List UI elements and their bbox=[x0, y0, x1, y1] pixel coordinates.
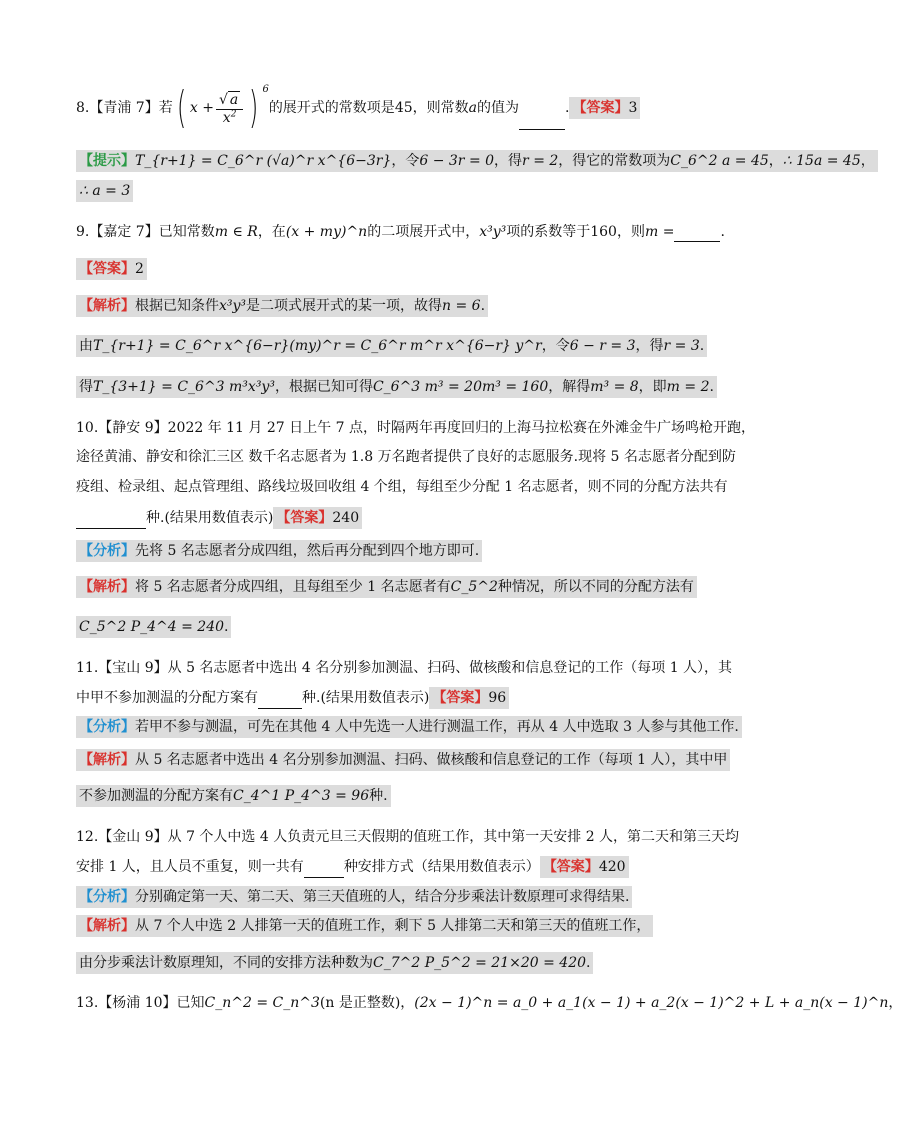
q11-answer-tag: 【答案】 bbox=[432, 690, 489, 706]
q10-an-c: C_5^2 bbox=[450, 579, 498, 595]
q8-end: . bbox=[565, 100, 570, 116]
q9-a3-eq4: m = 2 bbox=[666, 379, 710, 395]
q10-analysis-line2 bbox=[76, 616, 231, 638]
q11-text-line2a: 中甲不参加测温的分配方案有 bbox=[76, 690, 258, 706]
q12-analysis-line2 bbox=[76, 952, 593, 974]
q8-hint-eq4: ∴ 15a = 45 bbox=[782, 153, 861, 169]
q10-source: 【静安 9】 bbox=[98, 420, 168, 436]
q9-blank bbox=[674, 227, 720, 242]
q8-sqrt-arg: a bbox=[229, 91, 239, 108]
q10-text-line4: 种.(结果用数值表示) bbox=[146, 510, 274, 526]
q8-source: 【青浦 7】 bbox=[89, 100, 159, 116]
q13-eq2: (2x − 1)^n = a_0 + a_1(x − 1) + a_2(x − 1)^2 + L + a_n(x − 1)^n bbox=[414, 995, 889, 1011]
q8-hint-t2: ，得 bbox=[494, 153, 523, 169]
q8-hint-final: ∴ a = 3 bbox=[76, 180, 133, 202]
q12-fx-tag: 【分析】 bbox=[79, 889, 135, 905]
q8-hint-t4: ， bbox=[768, 153, 783, 169]
q9-expr: (x + my)^n bbox=[285, 224, 368, 240]
q10-an-end: . bbox=[224, 619, 229, 635]
q9-end: . bbox=[720, 224, 725, 240]
q12-text-line1: 从 7 个人中选 4 人负责元旦三天假期的值班工作，其中第一天安排 2 人，第二天和第三天均 bbox=[167, 829, 740, 845]
q8-text-b: ，则常数 bbox=[412, 100, 469, 116]
q9-a1-t2: 是二项式展开式的某一项，故得 bbox=[246, 298, 443, 314]
q9-a3-t2: ，根据已知可得 bbox=[274, 379, 373, 395]
q8-text-c: 的值为 bbox=[477, 100, 519, 116]
q8-value: 45 bbox=[394, 100, 413, 116]
q8-hint-eq2: r = 2 bbox=[522, 153, 559, 169]
q11-line1 bbox=[76, 658, 732, 678]
q10-an-t1: 将 5 名志愿者分成四组，且每组至少 1 名志愿者有 bbox=[135, 579, 451, 595]
q8-exp: 6 bbox=[262, 84, 269, 96]
q9-number: 9. bbox=[76, 224, 90, 240]
q12-fx-text: 分别确定第一天、第二天、第三天值班的人，结合分步乘法计数原理可求得结果. bbox=[135, 889, 630, 905]
q9-a3-end: . bbox=[709, 379, 714, 395]
q8-answer: 3 bbox=[628, 100, 638, 116]
q12-text-line2a: 安排 1 人，且人员不重复，则一共有 bbox=[76, 859, 304, 875]
q9-cond: m ∈ R bbox=[214, 224, 258, 240]
q8-hint-line bbox=[76, 150, 878, 172]
q12-blank bbox=[304, 863, 344, 878]
q9-a1-eq: n = 6 bbox=[442, 298, 481, 314]
q10-line4 bbox=[76, 507, 362, 529]
q12-an-line2a: 由分步乘法计数原理知，不同的安排方法种数为 bbox=[79, 955, 373, 971]
q8-hint-t5: ， bbox=[860, 153, 875, 169]
q12-line2 bbox=[76, 856, 629, 878]
q8-hint-t3: ，得它的常数项为 bbox=[558, 153, 671, 169]
q11-an-line2b: 种. bbox=[369, 788, 388, 804]
q12-analysis-line1 bbox=[76, 915, 653, 937]
q9-term: x³y³ bbox=[479, 224, 507, 240]
q10-analysis-tag: 【解析】 bbox=[79, 579, 135, 595]
q10-text-line3: 疫组、检录组、起点管理组、路线垃圾回收组 4 个组，每组至少分配 1 名志愿者，则不同的分配方法共有 bbox=[76, 479, 728, 495]
q8-blank bbox=[519, 115, 565, 130]
q10-an-t2: 种情况，所以不同的分配方法有 bbox=[497, 579, 694, 595]
q13-line bbox=[76, 993, 902, 1013]
q9-a3-eq2: C_6^3 m³ = 20m³ = 160 bbox=[372, 379, 549, 395]
q9-a2-t3: ，得 bbox=[635, 338, 664, 354]
q10-an-eq: C_5^2 P_4^4 = 240 bbox=[79, 619, 225, 635]
q8-number: 8. bbox=[76, 100, 90, 116]
q8-hint-formula: T_{r+1} = C_6^r (√a)^r x^{6−3r} bbox=[135, 153, 392, 169]
q11-analysis-line2 bbox=[76, 785, 391, 807]
q10-line3 bbox=[76, 477, 728, 497]
q11-fx-tag: 【分析】 bbox=[79, 719, 135, 735]
q13-end: ， bbox=[888, 995, 902, 1011]
q10-fx-line bbox=[76, 540, 482, 562]
q11-an-line2a: 不参加测温的分配方案有 bbox=[79, 788, 233, 804]
q8-expr-plus: + bbox=[202, 100, 214, 116]
q13-t2: (n 是正整数)， bbox=[319, 995, 415, 1011]
q12-an-end: . bbox=[586, 955, 591, 971]
q10-fx-text: 先将 5 名志愿者分成四组，然后再分配到四个地方即可. bbox=[135, 543, 480, 559]
q9-a2-eq2: 6 − r = 3 bbox=[569, 338, 636, 354]
q11-analysis-tag: 【解析】 bbox=[79, 752, 135, 768]
q9-analysis-line1 bbox=[76, 295, 488, 317]
q10-line2 bbox=[76, 447, 736, 467]
q9-value: 160 bbox=[590, 224, 617, 240]
q8-var: a bbox=[468, 100, 477, 116]
q11-analysis-line1 bbox=[76, 749, 730, 771]
q13-source: 【杨浦 10】 bbox=[98, 995, 177, 1011]
q8-hint-t1: ，令 bbox=[391, 153, 420, 169]
q9-a2-t1: 由 bbox=[79, 338, 93, 354]
q10-number: 10. bbox=[76, 420, 99, 436]
q8-line bbox=[76, 82, 640, 133]
q8-den-exp: 2 bbox=[230, 108, 237, 119]
q12-line1 bbox=[76, 827, 739, 847]
q12-analysis-tag: 【解析】 bbox=[79, 918, 135, 934]
q9-analysis-line3 bbox=[76, 376, 717, 398]
q9-a1-t1: 根据已知条件 bbox=[135, 298, 219, 314]
q10-text-line1: 2022 年 11 月 27 日上午 7 点，时隔两年再度回归的上海马拉松赛在外滩金牛广场鸣枪开跑， bbox=[167, 420, 755, 436]
q9-t5: ，则 bbox=[616, 224, 645, 240]
q11-blank bbox=[258, 694, 302, 709]
q12-source: 【金山 9】 bbox=[98, 829, 168, 845]
q9-source: 【嘉定 7】 bbox=[89, 224, 159, 240]
q9-answer-line bbox=[76, 258, 147, 280]
q9-a1-end: . bbox=[480, 298, 486, 314]
q9-a2-eq3: r = 3 bbox=[663, 338, 700, 354]
q9-a2-t2: ，令 bbox=[541, 338, 570, 354]
q10-answer: 240 bbox=[332, 510, 360, 526]
q8-den: x bbox=[222, 109, 231, 126]
q11-text-line2b: 种.(结果用数值表示) bbox=[302, 690, 430, 706]
q9-t2: ，在 bbox=[257, 224, 286, 240]
q12-answer-tag: 【答案】 bbox=[542, 859, 599, 875]
q11-text-line1: 从 5 名志愿者中选出 4 名分别参加测温、扫码、做核酸和信息登记的工作（每项 1 人），其 bbox=[167, 660, 733, 676]
q9-t3: 的二项展开式中， bbox=[367, 224, 480, 240]
q11-number: 11. bbox=[76, 660, 99, 676]
q10-analysis-line1 bbox=[76, 576, 697, 598]
q13-t1: 已知 bbox=[176, 995, 205, 1011]
q11-answer: 96 bbox=[488, 690, 507, 706]
q11-an-line1: 从 5 名志愿者中选出 4 名分别参加测温、扫码、做核酸和信息登记的工作（每项 1 人），其中甲 bbox=[135, 752, 728, 768]
q10-line1 bbox=[76, 418, 755, 438]
q10-fx-tag: 【分析】 bbox=[79, 543, 135, 559]
q11-source: 【宝山 9】 bbox=[98, 660, 168, 676]
q8-answer-tag: 【答案】 bbox=[572, 100, 629, 116]
right-paren: ) bbox=[249, 82, 259, 133]
left-paren: ( bbox=[176, 82, 187, 133]
q9-analysis-tag: 【解析】 bbox=[79, 298, 135, 314]
q8-hint-final-line bbox=[76, 180, 133, 202]
q8-hint-tag: 【提示】 bbox=[79, 153, 135, 169]
q11-an-eq: C_4^1 P_4^3 = 96 bbox=[233, 788, 370, 804]
q8-hint-eq3: C_6^2 a = 45 bbox=[670, 153, 769, 169]
q8-lead: 若 bbox=[158, 100, 173, 116]
q13-number: 13. bbox=[76, 995, 99, 1011]
q8-fraction: $\frac{√ a}{x^2}$ bbox=[216, 91, 243, 126]
q9-answer: 2 bbox=[135, 261, 144, 277]
q9-a1-term: x³y³ bbox=[219, 298, 247, 314]
q12-answer: 420 bbox=[598, 859, 626, 875]
q10-text-line2: 途径黄浦、静安和徐汇三区 数千名志愿者为 1.8 万名跑者提供了良好的志愿服务.现将 5 名志愿者分配到防 bbox=[76, 449, 736, 465]
q12-an-line1: 从 7 个人中选 2 人排第一天的值班工作，剩下 5 人排第二天和第三天的值班工作， bbox=[135, 918, 651, 934]
q8-expr-x: x bbox=[189, 100, 198, 116]
q12-number: 12. bbox=[76, 829, 99, 845]
q9-a2-eq: T_{r+1} = C_6^r x^{6−r}(my)^r = C_6^r m^r x^{6−r} y^r bbox=[93, 338, 542, 354]
q10-blank bbox=[76, 514, 146, 529]
q9-analysis-line2 bbox=[76, 335, 707, 357]
q9-ask: m = bbox=[644, 224, 675, 240]
q12-text-line2b: 种安排方式（结果用数值表示） bbox=[343, 859, 540, 875]
q9-a2-end: . bbox=[699, 338, 705, 354]
q9-t4: 项的系数等于 bbox=[506, 224, 591, 240]
q9-a3-t1: 得 bbox=[79, 379, 93, 395]
q9-a3-t4: ，即 bbox=[638, 379, 667, 395]
q12-fx-line bbox=[76, 886, 632, 908]
q9-t1: 已知常数 bbox=[158, 224, 215, 240]
q8-text-a: 的展开式的常数项是 bbox=[268, 100, 395, 116]
q10-answer-tag: 【答案】 bbox=[276, 510, 333, 526]
q12-an-eq: C_7^2 P_5^2 = 21×20 = 420 bbox=[373, 955, 587, 971]
q13-eq1: C_n^2 = C_n^3 bbox=[204, 995, 320, 1011]
q9-a3-t3: ，解得 bbox=[548, 379, 591, 395]
q11-fx-text: 若甲不参与测温，可先在其他 4 人中先选一人进行测温工作，再从 4 人中选取 3 人参与其他工作. bbox=[135, 719, 739, 735]
q9-a3-eq: T_{3+1} = C_6^3 m³x³y³ bbox=[93, 379, 275, 395]
q8-hint-eq1: 6 − 3r = 0 bbox=[419, 153, 495, 169]
q9-a3-eq3: m³ = 8 bbox=[590, 379, 639, 395]
q9-answer-tag: 【答案】 bbox=[79, 261, 135, 277]
q9-line bbox=[76, 222, 725, 242]
q11-fx-line bbox=[76, 716, 742, 738]
q11-line2 bbox=[76, 687, 509, 709]
